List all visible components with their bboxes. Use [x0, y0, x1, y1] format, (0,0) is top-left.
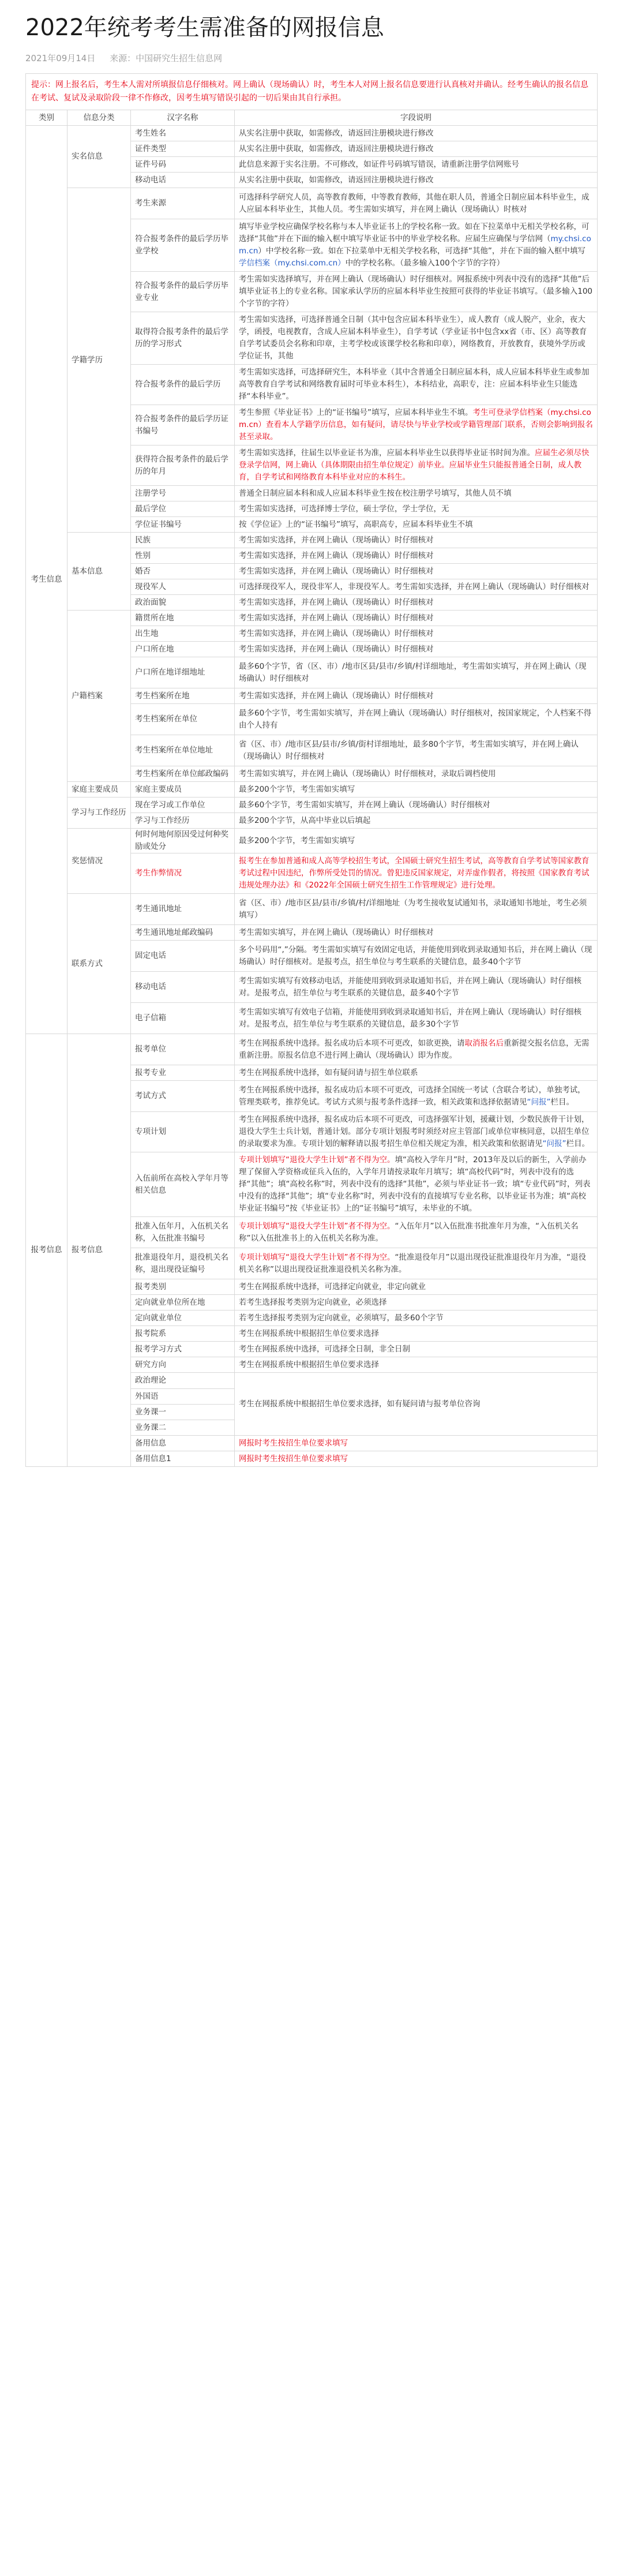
- field-desc-cell: [235, 972, 598, 1003]
- link-text[interactable]: my.chsi.com.cn: [239, 234, 591, 256]
- highlight-text: 取消报名后: [464, 1038, 504, 1048]
- info-table: [25, 73, 598, 1467]
- table-row: [26, 533, 598, 548]
- field-desc-cell: [235, 1295, 598, 1311]
- field-desc-cell: [235, 445, 598, 486]
- field-desc-cell: [235, 782, 598, 797]
- desc-text: 省（区、市）/地市区县/县市/乡镇/街村详细地址，最多80个字节，考生需如实填写，并在网上确认（现场确认）时仔细核对: [239, 739, 579, 761]
- highlight-text: 考生可登录学信档案（my.chsi.com.cn）查看本人学籍学历信息，如有疑问，请尽快与毕业学校或学籍管理部门联系，否则会影响到报名甚至录取。: [239, 408, 593, 441]
- desc-text: 考生在网报系统中根据招生单位要求选择，如有疑问请与报考单位咨询: [239, 1399, 481, 1409]
- field-name-cell: 考生来源: [131, 188, 235, 219]
- field-desc-cell: [235, 813, 598, 829]
- field-name-cell: 婚否: [131, 564, 235, 579]
- desc-text: 考生在网报系统中选择，如有疑问请与招生单位联系: [239, 1068, 418, 1077]
- desc-text: 填写毕业学校应确保学校名称与本人毕业证书上的学校名称一致。如在下拉菜单中无相关学校名称，可选择“其他”并在下面的输入框中填写毕业证书中的毕业学校名称。应届生应确保与学信网（: [239, 222, 590, 244]
- field-name-cell: 符合报考条件的最后学历证书编号: [131, 405, 235, 445]
- field-name-cell: 最后学位: [131, 501, 235, 517]
- desc-text: 考生在网报系统中选择，可选择定向就业，非定向就业: [239, 1282, 426, 1291]
- header-category: 类别: [26, 110, 67, 126]
- field-name-cell: 户口所在地: [131, 642, 235, 657]
- desc-text: 多个号码用“,”分隔。考生需如实填写有效固定电话，并能使用到收到录取通知书后，并在网上确认（现场确认）时仔细核对。是报考点，招生单位与考生联系的关键信息，最多40个字节: [239, 945, 592, 967]
- desc-text: 考生需如实选择，并在网上确认（现场确认）时仔细核对: [239, 597, 434, 607]
- table-row: [26, 126, 598, 141]
- field-name-cell: 考生档案所在单位邮政编码: [131, 766, 235, 782]
- desc-text: 栏目。: [566, 1139, 590, 1148]
- desc-text: 考生需如实填写有效移动电话，并能使用到收到录取通知书后，并在网上确认（现场确认）时仔细核对。是报考点，招生单位与考生联系的关键信息，最多40个字节: [239, 976, 581, 998]
- desc-text: 可选择科学研究人员，高等教育教师，中等教育教师，其他在职人员，普通全日制应届本科毕业生，成人应届本科毕业生，其他人员。考生需如实填写，并在网上确认（现场确认）时核对: [239, 192, 590, 214]
- link-text[interactable]: “问报”: [542, 1139, 566, 1148]
- field-desc-cell: [235, 1326, 598, 1342]
- field-desc-cell: [235, 925, 598, 941]
- field-desc-cell: [235, 405, 598, 445]
- desc-text: 最多200个字节，从高中毕业以后填起: [239, 815, 371, 825]
- article-meta: [25, 52, 598, 64]
- field-name-cell: 入伍前所在高校入学年月等相关信息: [131, 1152, 235, 1217]
- desc-text: “批准退役年月”以退出现役证批准退役年月为准，“退役机关名称”以退出现役证批准退役机关名称为准。: [239, 1252, 586, 1274]
- info-class-cell: 家庭主要成员: [67, 782, 131, 797]
- field-name-cell: 民族: [131, 533, 235, 548]
- field-name-cell: 研究方向: [131, 1357, 235, 1373]
- info-class-cell: 联系方式: [67, 894, 131, 1034]
- field-name-cell: 考生档案所在单位地址: [131, 735, 235, 766]
- info-class-cell: 基本信息: [67, 533, 131, 611]
- desc-text: 考生在网报系统中选择，报名成功后本项不可更改，可选择全国统一考试（含联合考试），单独考试，管理类联考，推荐免试。考试方式须与报考条件选择一致，相关政策和选择依据请见: [239, 1085, 586, 1107]
- highlight-text: 专项计划填写“退役大学生计划”者不得为空。: [239, 1252, 395, 1262]
- field-desc-cell: [235, 1311, 598, 1326]
- highlight-text: 专项计划填写“退役大学生计划”者不得为空。: [239, 1221, 395, 1231]
- desc-text: 可选择现役军人，现役非军人，非现役军人。考生需如实选择，并在网上确认（现场确认）时仔细核对: [239, 582, 590, 591]
- field-desc-cell: [235, 595, 598, 611]
- desc-text: 此信息来源于实名注册。不可修改，如证件号码填写错误，请重新注册学信网账号: [239, 159, 519, 169]
- field-desc-cell: [235, 501, 598, 517]
- desc-text: 考生在网报系统中选择，报名成功后本项不可更改，可选择强军计划，援藏计划，少数民族骨干计划，退役大学生士兵计划，普通计划。部分专项计划报考时须经对应主管部门或单位审核同意，以招生单位的录取要求为准。专项计划的解释请以报考招生单位相关规定为准，相关政策和依据请见: [239, 1115, 590, 1148]
- desc-text: 考生在网报系统中根据招生单位要求选择: [239, 1360, 379, 1369]
- field-name-cell: 考生通讯地址: [131, 894, 235, 925]
- field-desc-cell: [235, 735, 598, 766]
- field-desc-cell: [235, 517, 598, 533]
- field-name-cell: 政治理论: [131, 1373, 235, 1389]
- highlight-text: 应届生必须尽快登录学信网，网上确认（具体期限由招生单位规定）前毕业。应届毕业生只能报普通全日制，成人教育，自学考试和网络教育本科毕业对应的本科生。: [239, 448, 590, 482]
- info-class-cell: 户籍档案: [67, 611, 131, 782]
- info-class-cell: 学习与工作经历: [67, 797, 131, 829]
- field-desc-cell: [235, 1373, 598, 1436]
- field-desc-cell: [235, 564, 598, 579]
- field-name-cell: 考生作弊情况: [131, 853, 235, 894]
- info-class-cell: 实名信息: [67, 126, 131, 188]
- desc-text: 最多200个字节，考生需如实填写: [239, 784, 355, 794]
- field-desc-cell: [235, 365, 598, 405]
- desc-text: 考生需如实选择，可选择研究生，本科毕业（其中含普通全日制应届本科，成人应届本科毕业生或参加高等教育自学考试和网络教育届时可毕业本科生），本科结业，高职专，注：应届本科毕业生只能选择“本科毕业”。: [239, 368, 590, 401]
- highlight-text: 网报时考生按招生单位要求填写: [239, 1438, 348, 1448]
- field-desc-cell: [235, 1065, 598, 1081]
- field-name-cell: 现在学习或工作单位: [131, 797, 235, 813]
- field-name-cell: 报考专业: [131, 1065, 235, 1081]
- field-name-cell: 现役军人: [131, 579, 235, 595]
- header-field-name: 汉字名称: [131, 110, 235, 126]
- desc-text: 考生需如实选择，可选择普通全日制（其中包含应届本科毕业生），成人教育（成人脱产，业余，夜大学，函授，电视教育，含成人应届本科毕业生），自学考试（学业证书中包含xx省（市、区）高等教育自学考试委员会名称和印章，主考学校或该课学校名称和印章），网络教育，开放教育，获境外学历或学位证书，其他: [239, 315, 587, 361]
- field-name-cell: 定向就业单位: [131, 1311, 235, 1326]
- header-field-desc: 字段说明: [235, 110, 598, 126]
- desc-text: 若考生选择报考类别为定向就业，必须填写，最多60个字节: [239, 1313, 444, 1323]
- field-name-cell: 何时何地何原因受过何种奖励或处分: [131, 829, 235, 853]
- field-name-cell: 外国语: [131, 1389, 235, 1405]
- field-name-cell: 报考单位: [131, 1034, 235, 1065]
- field-desc-cell: [235, 766, 598, 782]
- highlight-text: 网报时考生按招生单位要求填写: [239, 1454, 348, 1463]
- desc-text: 最多60个字节，考生需如实填写，并在网上确认（现场确认）时仔细核对: [239, 800, 490, 810]
- field-desc-cell: [235, 1112, 598, 1152]
- table-row: [26, 1034, 598, 1065]
- field-desc-cell: [235, 173, 598, 188]
- field-desc-cell: [235, 126, 598, 141]
- table-row: [26, 188, 598, 219]
- field-name-cell: 报考学习方式: [131, 1342, 235, 1357]
- desc-text: 考生需如实填写，并在网上确认（现场确认）时仔细核对，录取后调档使用: [239, 769, 496, 778]
- category-cell: 报考信息: [26, 1034, 67, 1467]
- desc-text: 栏目。: [550, 1097, 574, 1107]
- field-name-cell: 定向就业单位所在地: [131, 1295, 235, 1311]
- field-desc-cell: [235, 272, 598, 312]
- desc-text: 考生需如实填写，并在网上确认（现场确认）时仔细核对: [239, 927, 434, 937]
- desc-text: 最多60个字节，考生需如实填写，并在网上确认（现场确认）时仔细核对，按国家规定，个人档案不得由个人持有: [239, 708, 592, 730]
- field-name-cell: 证件号码: [131, 157, 235, 173]
- field-desc-cell: [235, 548, 598, 564]
- desc-text: 考生在网报系统中根据招生单位要求选择: [239, 1328, 379, 1338]
- desc-text: 考生在网报系统中选择，可选择全日制，非全日制: [239, 1344, 410, 1354]
- desc-text: 考生需如实选择，并在网上确认（现场确认）时仔细核对: [239, 644, 434, 654]
- field-desc-cell: [235, 829, 598, 853]
- field-name-cell: 学习与工作经历: [131, 813, 235, 829]
- info-class-cell: 奖惩情况: [67, 829, 131, 894]
- field-desc-cell: [235, 1279, 598, 1295]
- desc-text: 若考生选择报考类别为定向就业，必须选择: [239, 1297, 387, 1307]
- field-desc-cell: [235, 657, 598, 688]
- desc-text: 考生需如实选择，并在网上确认（现场确认）时仔细核对: [239, 566, 434, 576]
- desc-text: 普通全日制应届本科和成人应届本科毕业生按在校注册学号填写，其他人员不填: [239, 488, 512, 498]
- article-source: 来源：中国研究生招生信息网: [110, 53, 223, 63]
- notice-text: 提示：网上报名后，考生本人需对所填报信息仔细核对。网上确认（现场确认）时，考生本人对网上报名信息要进行认真核对并确认。经考生确认的报名信息在考试、复试及录取阶段一律不作修改，因考生填写错误引起的一切后果由其自行承担。: [26, 74, 598, 110]
- field-desc-cell: [235, 941, 598, 972]
- field-name-cell: 证件类型: [131, 141, 235, 157]
- table-row: [26, 611, 598, 626]
- desc-text: 从实名注册中获取，如需修改，请返回注册模块进行修改: [239, 128, 434, 138]
- field-desc-cell: [235, 1342, 598, 1357]
- header-info-class: 信息分类: [67, 110, 131, 126]
- field-desc-cell: [235, 1357, 598, 1373]
- field-name-cell: 符合报考条件的最后学历: [131, 365, 235, 405]
- field-name-cell: 电子信箱: [131, 1003, 235, 1034]
- desc-text: 考生需如实选择，可选择博士学位，硕士学位，学士学位，无: [239, 504, 449, 514]
- field-name-cell: 移动电话: [131, 972, 235, 1003]
- desc-text: 最多200个字节，考生需如实填写: [239, 836, 355, 845]
- link-text[interactable]: 学信档案（my.chsi.com.cn）: [239, 259, 346, 268]
- info-class-cell: 学籍学历: [67, 188, 131, 533]
- desc-text: 考生参照《毕业证书》上的“证书编号”填写，应届本科毕业生不填。: [239, 408, 473, 417]
- desc-text: 考生需如实填写有效电子信箱，并能使用到收到录取通知书后，并在网上确认（现场确认）时仔细核对。是报考点，招生单位与考生联系的关键信息，最多30个字节: [239, 1007, 581, 1029]
- field-desc-cell: [235, 1248, 598, 1279]
- desc-text: “入伍年月”以入伍批准书批准年月为准，“入伍机关名称”以入伍批准书上的入伍机关名称为准。: [239, 1221, 579, 1243]
- field-name-cell: 性别: [131, 548, 235, 564]
- field-desc-cell: [235, 704, 598, 735]
- field-name-cell: 考生档案所在地: [131, 688, 235, 704]
- field-desc-cell: [235, 1217, 598, 1248]
- field-name-cell: 出生地: [131, 626, 235, 642]
- desc-text: 考生需如实选择，并在网上确认（现场确认）时仔细核对: [239, 551, 434, 560]
- highlight-text: 报考生在参加普通和成人高等学校招生考试，全国硕士研究生招生考试，高等教育自学考试等国家教育考试过程中因违纪，作弊所受处罚的情况。曾犯违反国家规定，对弄虚作假者，将按照《国家教育考试违规处理办法》和《2022年全国硕士研究生招生工作管理规定》进行处理。: [239, 856, 590, 890]
- notice-row: [26, 74, 598, 110]
- desc-text: 中的学校名称。（最多输入100个字节的字符）: [345, 259, 505, 268]
- page-title: 2022年统考考生需准备的网报信息: [25, 14, 384, 41]
- field-name-cell: 备用信息1: [131, 1451, 235, 1467]
- field-desc-cell: [235, 1152, 598, 1217]
- category-cell: 考生信息: [26, 126, 67, 1034]
- field-name-cell: 移动电话: [131, 173, 235, 188]
- field-name-cell: 考生姓名: [131, 126, 235, 141]
- field-desc-cell: [235, 1436, 598, 1451]
- desc-text: 考生在网报系统中选择。报名成功后本项不可更改，如欲更换，请: [239, 1038, 465, 1048]
- field-desc-cell: [235, 486, 598, 501]
- field-desc-cell: [235, 626, 598, 642]
- field-name-cell: 专项计划: [131, 1112, 235, 1152]
- field-desc-cell: [235, 533, 598, 548]
- field-desc-cell: [235, 797, 598, 813]
- desc-text: 考生需如实选择，并在网上确认（现场确认）时仔细核对: [239, 535, 434, 545]
- field-name-cell: 户口所在地详细地址: [131, 657, 235, 688]
- field-name-cell: 批准退役年月，退役机关名称，退出现役证编号: [131, 1248, 235, 1279]
- field-desc-cell: [235, 141, 598, 157]
- field-desc-cell: [235, 1034, 598, 1065]
- desc-text: 最多60个字节，省（区、市）/地市区县/县市/乡镇/村详细地址，考生需如实填写，并在网上确认（现场确认）时仔细核对: [239, 661, 587, 683]
- field-desc-cell: [235, 1003, 598, 1034]
- field-name-cell: 固定电话: [131, 941, 235, 972]
- desc-text: 考生需如实选择，并在网上确认（现场确认）时仔细核对: [239, 613, 434, 623]
- field-name-cell: 获得符合报考条件的最后学历的年月: [131, 445, 235, 486]
- desc-text: ）中学校名称一致。如在下拉菜单中无相关学校名称，可选择“其他”，并在下面的输入框中填写: [258, 246, 586, 256]
- field-name-cell: 业务课一: [131, 1405, 235, 1420]
- table-row: [26, 782, 598, 797]
- desc-text: 填“高校入学年月”时，2013年及以后的新生，入学前办理了保留入学资格或征兵入伍的，入学年月请按录取年月填写；填“高校代码”时，列表中没有的选择“其他”；填“高校名称”时，列表中没有的选择“其他”，必须与毕业证书一致；填“专业代码”时，列表中没有的选择“其他”；填“专业名称”时，列表中没有的直接填写专业名称，以毕业证书为准；填“高校毕业证书编号”按《毕业证书》上的“证书编号”填写，未毕业的不填。: [239, 1155, 591, 1213]
- publish-date: 2021年09月14日: [25, 53, 96, 63]
- highlight-text: 专项计划填写“退役大学生计划”者不得为空。: [239, 1155, 395, 1165]
- field-desc-cell: [235, 1081, 598, 1112]
- desc-text: 重新提交报名信息，无需重新注册。原报名信息不进行网上确认（现场确认）即为作废。: [239, 1038, 590, 1060]
- field-desc-cell: [235, 219, 598, 272]
- desc-text: 考生需如实选择，并在网上确认（现场确认）时仔细核对: [239, 691, 434, 701]
- desc-text: 按《学位证》上的“证书编号”填写，高职高专，应届本科毕业生不填: [239, 519, 473, 529]
- table-row: [26, 797, 598, 813]
- field-name-cell: 批准入伍年月，入伍机关名称，入伍批准书编号: [131, 1217, 235, 1248]
- desc-text: 考生需如实选择，往届生以毕业证书为准，应届本科毕业生以获得毕业证书时间为准。: [239, 448, 535, 458]
- table-row: [26, 829, 598, 853]
- field-desc-cell: [235, 579, 598, 595]
- field-name-cell: 注册学号: [131, 486, 235, 501]
- desc-text: 从实名注册中获取，如需修改，请返回注册模块进行修改: [239, 144, 434, 153]
- field-name-cell: 学位证书编号: [131, 517, 235, 533]
- field-desc-cell: [235, 188, 598, 219]
- field-desc-cell: [235, 1451, 598, 1467]
- field-desc-cell: [235, 853, 598, 894]
- field-name-cell: 报考院系: [131, 1326, 235, 1342]
- desc-text: 考生需如实选择，并在网上确认（现场确认）时仔细核对: [239, 628, 434, 638]
- field-name-cell: 家庭主要成员: [131, 782, 235, 797]
- field-name-cell: 籍贯所在地: [131, 611, 235, 626]
- field-name-cell: 考试方式: [131, 1081, 235, 1112]
- desc-text: 省（区、市）/地市区县/县市/乡镇/村/详细地址（为考生接收复试通知书，录取通知书地址，考生必须填写）: [239, 898, 587, 920]
- desc-text: 从实名注册中获取，如需修改，请返回注册模块进行修改: [239, 175, 434, 185]
- info-class-cell: 报考信息: [67, 1034, 131, 1467]
- field-name-cell: 考生档案所在单位: [131, 704, 235, 735]
- field-name-cell: 报考类别: [131, 1279, 235, 1295]
- field-name-cell: 业务课二: [131, 1420, 235, 1436]
- field-desc-cell: [235, 642, 598, 657]
- link-text[interactable]: “问报”: [527, 1097, 551, 1107]
- field-desc-cell: [235, 611, 598, 626]
- table-row: [26, 894, 598, 925]
- field-desc-cell: [235, 312, 598, 365]
- field-desc-cell: [235, 688, 598, 704]
- field-desc-cell: [235, 157, 598, 173]
- field-name-cell: 符合报考条件的最后学历毕业学校: [131, 219, 235, 272]
- header-row: [26, 110, 598, 126]
- field-name-cell: 考生通讯地址邮政编码: [131, 925, 235, 941]
- field-name-cell: 符合报考条件的最后学历毕业专业: [131, 272, 235, 312]
- field-desc-cell: [235, 894, 598, 925]
- field-name-cell: 政治面貌: [131, 595, 235, 611]
- field-name-cell: 取得符合报考条件的最后学历的学习形式: [131, 312, 235, 365]
- desc-text: 考生需如实选择填写，并在网上确认（现场确认）时仔细核对。网报系统中列表中没有的选择“其他”后填毕业证书上的专业名称。国家承认学历的应届本科毕业生按照可获得的毕业证书填写。（最多输入100个字节的字符）: [239, 275, 593, 308]
- field-name-cell: 备用信息: [131, 1436, 235, 1451]
